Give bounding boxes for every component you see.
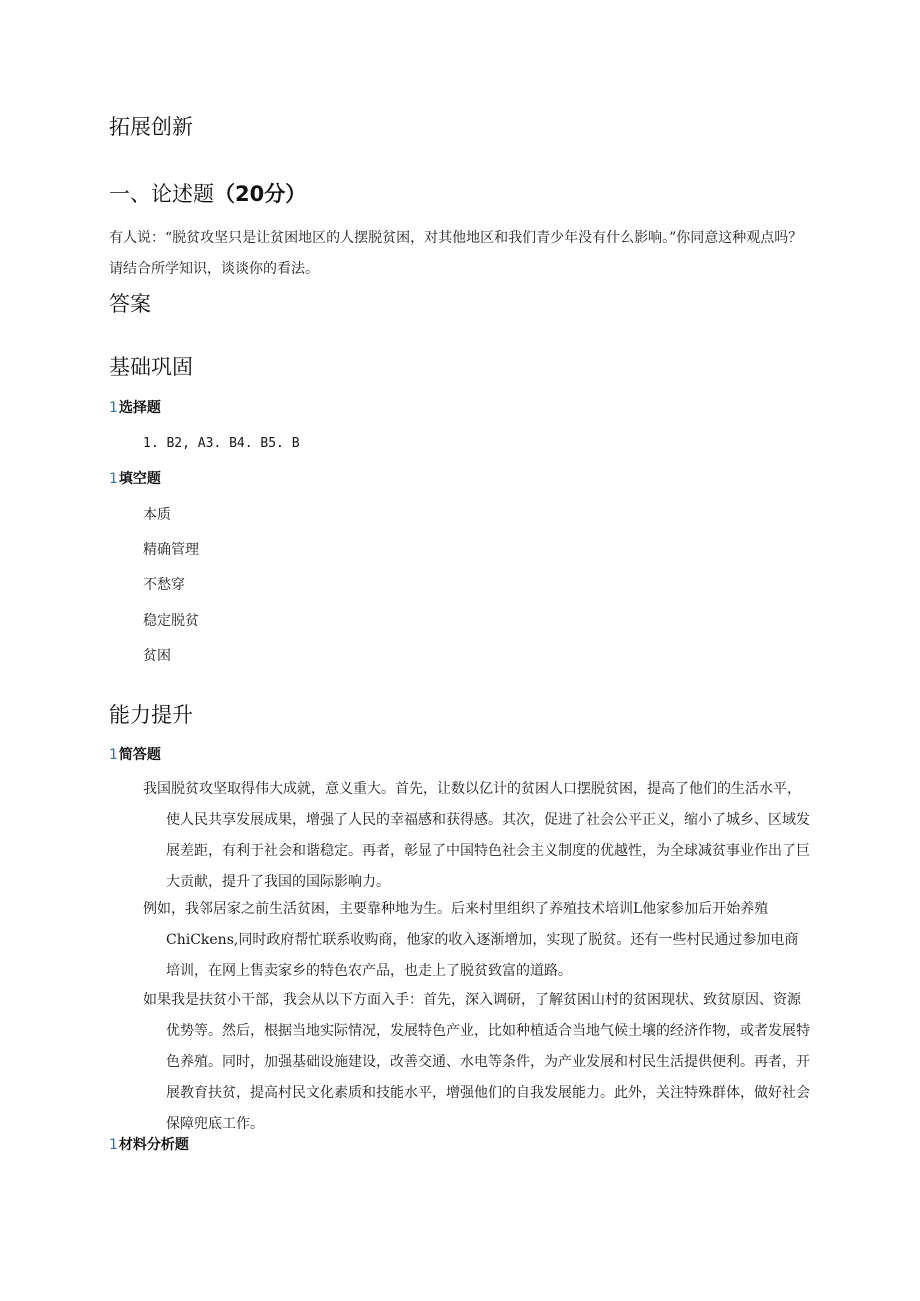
- essay-paren-close: ）: [285, 182, 307, 206]
- subhead-fill: [109, 469, 161, 489]
- subhead-label: 简答题: [118, 747, 161, 763]
- section-title-basics: 基础巩固: [109, 355, 193, 379]
- subhead-label: 选择题: [118, 400, 161, 416]
- paragraph-text: 如果我是扶贫小干部，我会从以下方面入手：首先，深入调研，了解贫困山村的贫困现状、致贫原因、资源优势等。然后，根据当地实际情况，发展特色产业，比如种植适合当地气候土壤的经济作物，或者发展特色养殖。同时，加强基础设施建设，改善交通、水电等条件，为产业发展和村民生活提供便利。再者，开展教育扶贫，提高村民文化素质和技能水平，增强他们的自我发展能力。此外，关注特殊群体，做好社会保障兜底工作。: [143, 992, 810, 1132]
- paragraph-text: 例如，我邻居家之前生活贫困，主要靠种地为生。后来村里组织了养殖技术培训L他家参加后开始养殖ChiCkens,同时政府帮忙联系收购商，他家的收入逐渐增加，实现了脱贫。还有一些村民通过参加电商培训，在网上售卖家乡的特色农产品，也走上了脱贫致富的道路。: [143, 901, 799, 979]
- subhead-number: 1: [109, 400, 118, 416]
- fill-answer: 贫困: [143, 648, 171, 664]
- fill-answer: 不愁穿: [143, 577, 185, 593]
- subhead-material: [109, 1135, 189, 1155]
- essay-title-text: 一、论述题: [109, 182, 214, 206]
- subhead-number: 1: [109, 471, 118, 487]
- essay-score: 20分: [235, 182, 286, 206]
- section-title-answers: 答案: [109, 292, 151, 316]
- essay-question: 有人说：“脱贫攻坚只是让贫困地区的人摆脱贫困，对其他地区和我们青少年没有什么影响。”你同意这种观点吗？请结合所学知识，谈谈你的看法。: [109, 230, 803, 277]
- fill-answer: 稳定脱贫: [143, 613, 199, 629]
- subhead-label: 材料分析题: [118, 1137, 189, 1153]
- subhead-number: 1: [109, 1137, 118, 1153]
- subhead-label: 填空题: [118, 471, 161, 487]
- section-title-extension: 拓展创新: [109, 115, 193, 139]
- choice-answers: 1. B2, A3. B4. B5. B: [143, 436, 300, 451]
- section-title-essay: [109, 180, 306, 208]
- essay-paren-open: （: [214, 182, 235, 206]
- section-title-ability: 能力提升: [109, 703, 193, 727]
- short-answer-paragraph: [143, 985, 811, 1140]
- short-answer-paragraph: [143, 894, 811, 987]
- subhead-number: 1: [109, 747, 118, 763]
- paragraph-text: 我国脱贫攻坚取得伟大成就，意义重大。首先，让数以亿计的贫困人口摆脱贫困，提高了他们的生活水平，使人民共享发展成果，增强了人民的幸福感和获得感。其次，促进了社会公平正义，缩小了城乡、区域发展差距，有利于社会和谐稳定。再者，彰显了中国特色社会主义制度的优越性，为全球减贫事业作出了巨大贡献，提升了我国的国际影响力。: [143, 781, 810, 890]
- subhead-choice: [109, 398, 161, 418]
- subhead-short: [109, 745, 161, 765]
- fill-answer: 精确管理: [143, 542, 199, 558]
- fill-answer: 本质: [143, 507, 171, 523]
- short-answer-paragraph: [143, 774, 811, 898]
